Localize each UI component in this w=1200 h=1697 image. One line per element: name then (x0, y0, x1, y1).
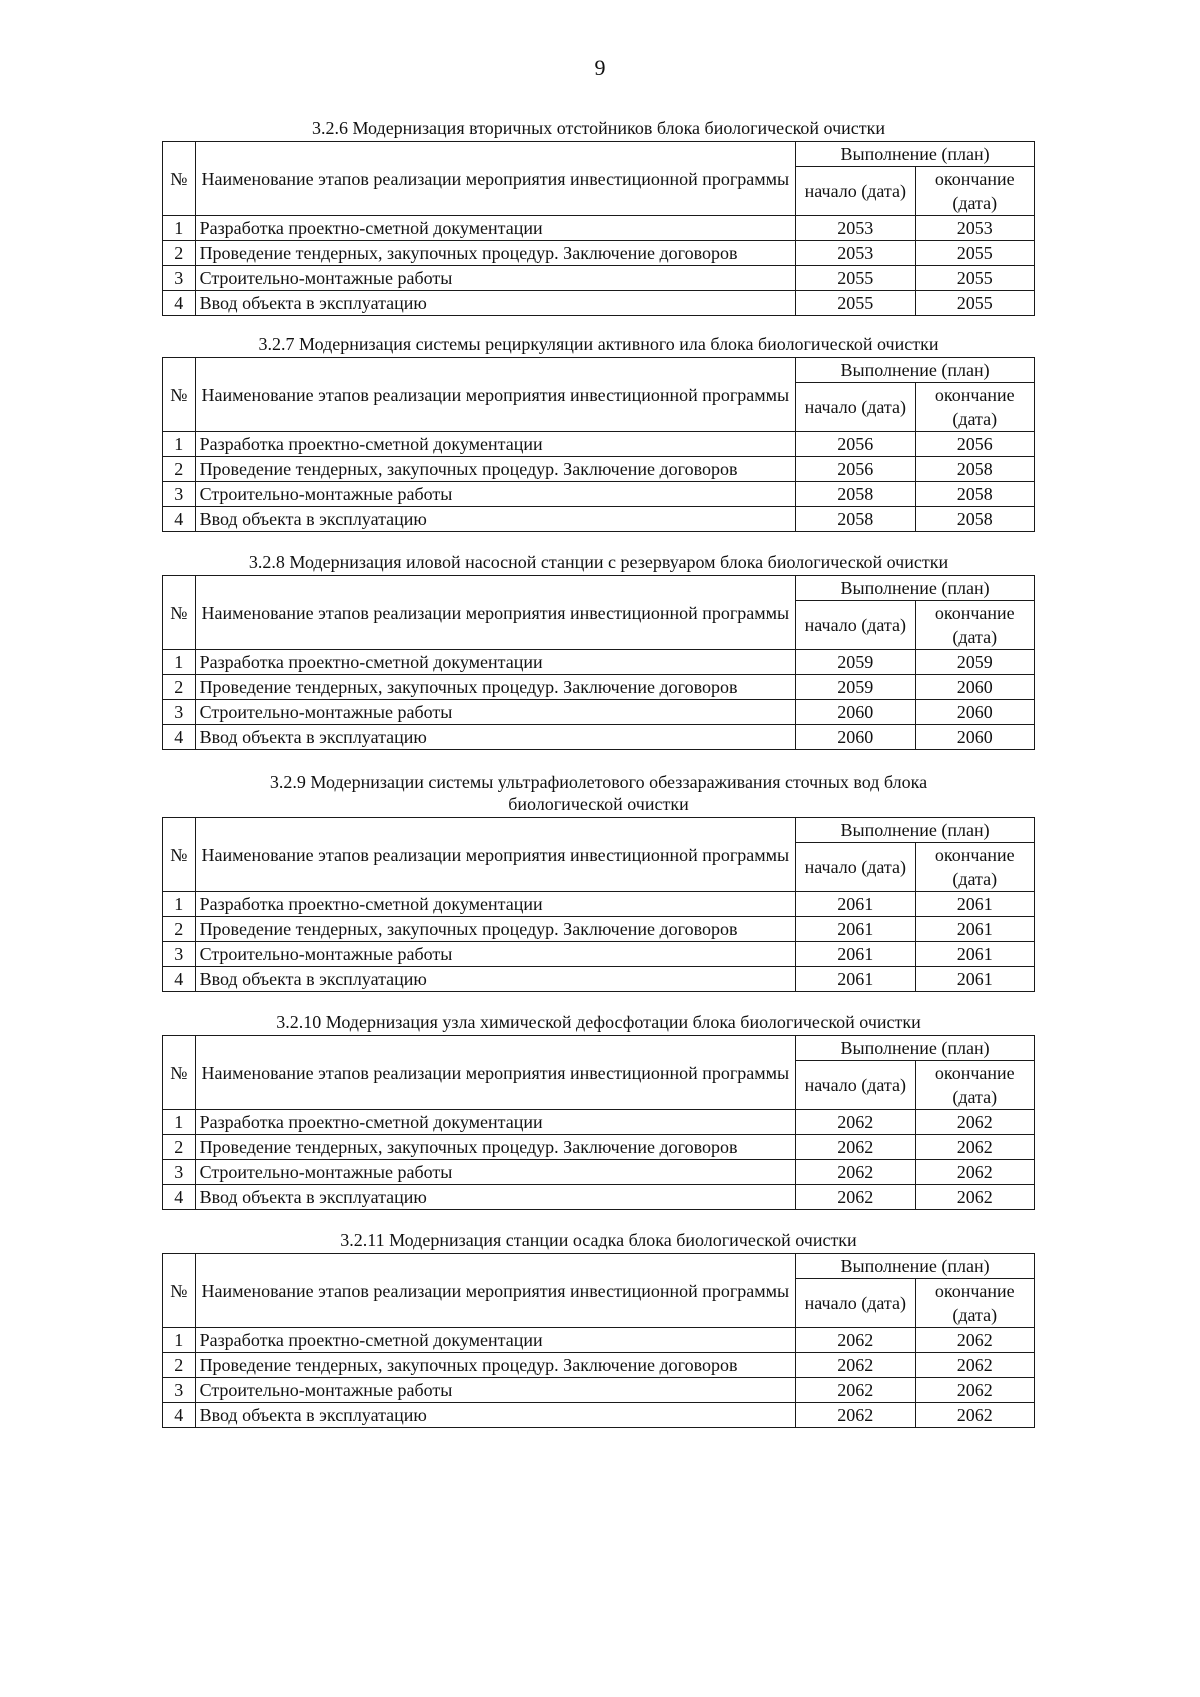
stage-name: Строительно-монтажные работы (195, 482, 796, 507)
start-date: 2060 (796, 700, 915, 725)
section-title: 3.2.9 Модернизации системы ультрафиолетового обеззараживания сточных вод блока биологической очистки (269, 772, 928, 814)
header-execution: Выполнение (план) (796, 1036, 1035, 1061)
stage-name: Разработка проектно-сметной документации (195, 432, 796, 457)
end-date: 2062 (915, 1160, 1034, 1185)
row-number: 2 (163, 241, 196, 266)
header-start: начало (дата) (796, 1061, 915, 1110)
stage-name: Проведение тендерных, закупочных процедур. Заключение договоров (195, 675, 796, 700)
row-number: 3 (163, 482, 196, 507)
header-end: окончание (дата) (915, 843, 1034, 892)
header-name: Наименование этапов реализации мероприятия инвестиционной программы (195, 142, 796, 216)
end-date: 2053 (915, 216, 1034, 241)
row-number: 4 (163, 1185, 196, 1210)
row-number: 3 (163, 942, 196, 967)
section-title: 3.2.7 Модернизация системы рециркуляции активного ила блока биологической очистки (258, 334, 939, 354)
end-date: 2060 (915, 700, 1034, 725)
stage-name: Проведение тендерных, закупочных процедур. Заключение договоров (195, 1135, 796, 1160)
row-number: 4 (163, 1403, 196, 1428)
plan-table (162, 575, 1035, 750)
stage-name: Строительно-монтажные работы (195, 942, 796, 967)
section-7 (162, 333, 1035, 532)
plan-table (162, 357, 1035, 532)
start-date: 2055 (796, 266, 915, 291)
header-name: Наименование этапов реализации мероприятия инвестиционной программы (195, 818, 796, 892)
header-start: начало (дата) (796, 1279, 915, 1328)
end-date: 2062 (915, 1378, 1034, 1403)
row-number: 2 (163, 457, 196, 482)
start-date: 2061 (796, 942, 915, 967)
stage-name: Проведение тендерных, закупочных процедур. Заключение договоров (195, 917, 796, 942)
section-11 (162, 1229, 1035, 1428)
header-name: Наименование этапов реализации мероприятия инвестиционной программы (195, 1036, 796, 1110)
table-row (163, 1185, 1035, 1210)
start-date: 2059 (796, 650, 915, 675)
stage-name: Ввод объекта в эксплуатацию (195, 291, 796, 316)
start-date: 2059 (796, 675, 915, 700)
header-execution: Выполнение (план) (796, 576, 1035, 601)
start-date: 2053 (796, 216, 915, 241)
table-row (163, 1328, 1035, 1353)
table-row (163, 507, 1035, 532)
row-number: 2 (163, 675, 196, 700)
table-row (163, 1160, 1035, 1185)
header-name: Наименование этапов реализации мероприятия инвестиционной программы (195, 576, 796, 650)
header-execution: Выполнение (план) (796, 818, 1035, 843)
end-date: 2062 (915, 1353, 1034, 1378)
row-number: 4 (163, 725, 196, 750)
header-end: окончание (дата) (915, 167, 1034, 216)
plan-table (162, 1253, 1035, 1428)
row-number: 1 (163, 650, 196, 675)
row-number: 3 (163, 266, 196, 291)
table-row (163, 291, 1035, 316)
header-no: № (163, 818, 196, 892)
section-6 (162, 117, 1035, 316)
section-10 (162, 1011, 1035, 1210)
header-no: № (163, 1036, 196, 1110)
table-row (163, 967, 1035, 992)
plan-table (162, 817, 1035, 992)
start-date: 2061 (796, 892, 915, 917)
end-date: 2061 (915, 892, 1034, 917)
table-row (163, 700, 1035, 725)
stage-name: Строительно-монтажные работы (195, 1378, 796, 1403)
end-date: 2062 (915, 1403, 1034, 1428)
table-row (163, 1135, 1035, 1160)
page-number: 9 (594, 55, 606, 80)
header-start: начало (дата) (796, 843, 915, 892)
table-row (163, 892, 1035, 917)
section-title: 3.2.11 Модернизация станции осадка блока биологической очистки (340, 1230, 857, 1250)
header-end: окончание (дата) (915, 383, 1034, 432)
row-number: 4 (163, 291, 196, 316)
header-name: Наименование этапов реализации мероприятия инвестиционной программы (195, 358, 796, 432)
table-row (163, 1403, 1035, 1428)
plan-table (162, 1035, 1035, 1210)
header-end: окончание (дата) (915, 1061, 1034, 1110)
end-date: 2055 (915, 291, 1034, 316)
stage-name: Ввод объекта в эксплуатацию (195, 725, 796, 750)
start-date: 2062 (796, 1403, 915, 1428)
stage-name: Строительно-монтажные работы (195, 1160, 796, 1185)
end-date: 2061 (915, 967, 1034, 992)
stage-name: Ввод объекта в эксплуатацию (195, 1185, 796, 1210)
start-date: 2062 (796, 1135, 915, 1160)
table-row (163, 917, 1035, 942)
start-date: 2056 (796, 432, 915, 457)
header-execution: Выполнение (план) (796, 142, 1035, 167)
end-date: 2061 (915, 917, 1034, 942)
header-start: начало (дата) (796, 383, 915, 432)
table-row (163, 675, 1035, 700)
stage-name: Разработка проектно-сметной документации (195, 650, 796, 675)
stage-name: Проведение тендерных, закупочных процедур. Заключение договоров (195, 1353, 796, 1378)
header-execution: Выполнение (план) (796, 1254, 1035, 1279)
start-date: 2058 (796, 482, 915, 507)
table-row (163, 216, 1035, 241)
stage-name: Разработка проектно-сметной документации (195, 1110, 796, 1135)
stage-name: Ввод объекта в эксплуатацию (195, 967, 796, 992)
header-start: начало (дата) (796, 601, 915, 650)
row-number: 3 (163, 1160, 196, 1185)
start-date: 2062 (796, 1160, 915, 1185)
table-row (163, 482, 1035, 507)
end-date: 2062 (915, 1135, 1034, 1160)
header-name: Наименование этапов реализации мероприятия инвестиционной программы (195, 1254, 796, 1328)
start-date: 2062 (796, 1353, 915, 1378)
end-date: 2062 (915, 1328, 1034, 1353)
row-number: 1 (163, 892, 196, 917)
start-date: 2053 (796, 241, 915, 266)
stage-name: Строительно-монтажные работы (195, 700, 796, 725)
end-date: 2055 (915, 241, 1034, 266)
stage-name: Разработка проектно-сметной документации (195, 1328, 796, 1353)
table-row (163, 725, 1035, 750)
stage-name: Ввод объекта в эксплуатацию (195, 507, 796, 532)
row-number: 1 (163, 432, 196, 457)
plan-table (162, 141, 1035, 316)
start-date: 2062 (796, 1378, 915, 1403)
end-date: 2058 (915, 482, 1034, 507)
stage-name: Проведение тендерных, закупочных процедур. Заключение договоров (195, 241, 796, 266)
header-no: № (163, 142, 196, 216)
start-date: 2061 (796, 917, 915, 942)
table-row (163, 650, 1035, 675)
header-no: № (163, 358, 196, 432)
section-title: 3.2.6 Модернизация вторичных отстойников блока биологической очистки (312, 118, 885, 138)
start-date: 2062 (796, 1185, 915, 1210)
section-title: 3.2.8 Модернизация иловой насосной станции с резервуаром блока биологической очистки (248, 552, 949, 572)
stage-name: Строительно-монтажные работы (195, 266, 796, 291)
table-row (163, 1353, 1035, 1378)
end-date: 2061 (915, 942, 1034, 967)
stage-name: Проведение тендерных, закупочных процедур. Заключение договоров (195, 457, 796, 482)
row-number: 4 (163, 507, 196, 532)
end-date: 2059 (915, 650, 1034, 675)
header-end: окончание (дата) (915, 601, 1034, 650)
table-row (163, 241, 1035, 266)
header-end: окончание (дата) (915, 1279, 1034, 1328)
table-row (163, 432, 1035, 457)
header-no: № (163, 1254, 196, 1328)
end-date: 2058 (915, 457, 1034, 482)
start-date: 2061 (796, 967, 915, 992)
start-date: 2058 (796, 507, 915, 532)
section-8 (162, 551, 1035, 750)
row-number: 3 (163, 1378, 196, 1403)
table-row (163, 1110, 1035, 1135)
section-9 (162, 771, 1035, 992)
row-number: 1 (163, 1328, 196, 1353)
end-date: 2056 (915, 432, 1034, 457)
table-row (163, 266, 1035, 291)
end-date: 2060 (915, 725, 1034, 750)
section-title: 3.2.10 Модернизация узла химической дефосфотации блока биологической очистки (276, 1012, 921, 1032)
start-date: 2055 (796, 291, 915, 316)
header-no: № (163, 576, 196, 650)
row-number: 1 (163, 1110, 196, 1135)
row-number: 4 (163, 967, 196, 992)
stage-name: Разработка проектно-сметной документации (195, 216, 796, 241)
row-number: 1 (163, 216, 196, 241)
row-number: 2 (163, 1135, 196, 1160)
table-row (163, 1378, 1035, 1403)
row-number: 3 (163, 700, 196, 725)
end-date: 2055 (915, 266, 1034, 291)
row-number: 2 (163, 1353, 196, 1378)
end-date: 2058 (915, 507, 1034, 532)
start-date: 2062 (796, 1110, 915, 1135)
stage-name: Разработка проектно-сметной документации (195, 892, 796, 917)
row-number: 2 (163, 917, 196, 942)
start-date: 2056 (796, 457, 915, 482)
table-row (163, 457, 1035, 482)
end-date: 2060 (915, 675, 1034, 700)
header-start: начало (дата) (796, 167, 915, 216)
stage-name: Ввод объекта в эксплуатацию (195, 1403, 796, 1428)
start-date: 2062 (796, 1328, 915, 1353)
start-date: 2060 (796, 725, 915, 750)
end-date: 2062 (915, 1185, 1034, 1210)
end-date: 2062 (915, 1110, 1034, 1135)
table-row (163, 942, 1035, 967)
header-execution: Выполнение (план) (796, 358, 1035, 383)
